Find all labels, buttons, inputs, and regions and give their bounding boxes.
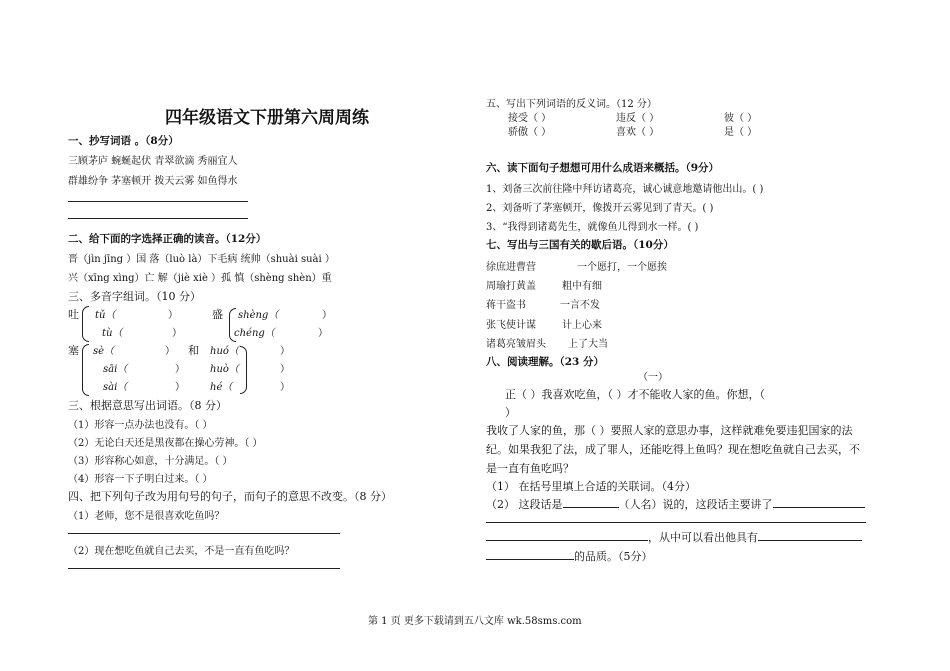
s4-q2: （2）现在想吃鱼就自己去买，不是一直有鱼吃吗？ — [68, 546, 295, 557]
xiehouyu-left: 诸葛亮皱眉头 — [486, 339, 546, 350]
xiehouyu-right: 上了大当 — [568, 339, 608, 350]
antonym-6: 是（ ） — [724, 127, 758, 138]
pinyin-cheng: chéng（ — [234, 328, 275, 339]
pinyin-he2: hé（ — [210, 382, 233, 393]
pinyin-sai4: sài（ — [103, 382, 128, 393]
s3b-item-1: （1）形容一点办法也没有。（ ） — [68, 420, 213, 431]
xiehouyu-right: 粗中有细 — [562, 281, 602, 292]
xiehouyu-right: 计上心来 — [562, 320, 602, 331]
section-8-heading: 八、阅读理解。（23 分） — [486, 356, 605, 368]
answer-line[interactable] — [68, 533, 340, 534]
passage-line-1: 正（ ）我喜欢吃鱼，（ ）才不能收人家的鱼。你想，（ — [505, 388, 765, 401]
section-6-heading: 六、读下面句子想想可用什么成语来概括。（9分） — [486, 162, 720, 174]
answer-blank[interactable] — [758, 540, 862, 541]
answer-blank[interactable] — [773, 507, 865, 508]
s3b-item-2: （2）无论白天还是黑夜都在操心劳神。（ ） — [68, 438, 263, 449]
answer-line[interactable] — [68, 201, 248, 202]
paren-close: ） — [172, 328, 182, 339]
antonym-5: 喜欢（ ） — [616, 127, 660, 138]
paren-close: ） — [280, 346, 290, 357]
section-3-heading: 三、多音字组词。（10 分） — [68, 290, 201, 303]
answer-blank[interactable] — [486, 540, 648, 541]
reading-q2-part-b: （人名）说的，这段话主要讲了 — [618, 498, 773, 511]
paren-close: ） — [165, 346, 175, 357]
xiehouyu-left: 蒋干盗书 — [486, 300, 526, 311]
s2-row-1: 晋（jìn jīng ）国 落（luò là）下毛病 统帅（shuài suài ） — [68, 254, 335, 265]
antonym-1: 接受（ ） — [508, 113, 552, 124]
section-3b-heading: 三、根据意思写出词语。（8 分） — [68, 399, 227, 412]
s1-row-1: 三顾茅庐 蜿蜒起伏 青翠欲滴 秀丽宜人 — [68, 156, 238, 167]
reading-q2-part-a: （2） 这段话是 — [486, 498, 563, 511]
pinyin-tu3: tǔ（ — [95, 310, 116, 321]
paren-close: ） — [318, 328, 328, 339]
brace — [240, 346, 247, 394]
antonym-2: 违反（ ） — [616, 113, 660, 124]
paren-close: ） — [280, 382, 290, 393]
pinyin-huo4: huò（ — [210, 364, 239, 375]
answer-blank[interactable] — [486, 559, 574, 560]
s1-row-2: 群雄纷争 茅塞顿开 拨天云雾 如鱼得水 — [68, 176, 238, 187]
pinyin-sai1: sāi（ — [103, 364, 128, 375]
xiehouyu-left: 张飞使计谋 — [486, 320, 536, 331]
passage-line-3: 纪。如果我犯了法，成了罪人，还能吃得上鱼吗？现在想吃鱼就自己去买，不 — [486, 443, 860, 456]
paren-close: ） — [175, 364, 185, 375]
xiehouyu-left: 周瑜打黄盖 — [486, 281, 536, 292]
s6-item-1: 1、刘备三次前往隆中拜访诸葛亮，诚心诚意地邀请他出山。( ) — [486, 184, 764, 195]
xiehouyu-right: 一言不发 — [560, 300, 600, 311]
page-footer: 第 1 页 更多下载请到五八文库 wk.58sms.com — [368, 616, 582, 627]
answer-line[interactable] — [486, 522, 866, 523]
paren-close: ） — [175, 382, 185, 393]
passage-line-2: 我收了人家的鱼，那（ ）要照人家的意思办事，这样就难免要违犯国家的法 — [486, 424, 853, 437]
s2-row-2: 兴（xīng xìng）亡 解（jiè xiè ）孤 慎（shèng shèn）重 — [68, 273, 332, 284]
xiehouyu-left: 徐庶进曹营 — [486, 262, 536, 273]
char-sheng: 盛 — [212, 308, 223, 321]
paren-close: ） — [168, 310, 178, 321]
section-5-heading: 五、写出下列词语的反义词。（12 分） — [486, 99, 657, 110]
brace — [82, 344, 89, 396]
reading-q3 — [486, 529, 862, 545]
reading-q4 — [486, 548, 653, 564]
pinyin-sheng: shèng（ — [238, 310, 279, 321]
answer-blank-name[interactable] — [563, 507, 619, 508]
reading-q3-text: ，从中可以看出他具有 — [648, 531, 758, 544]
answer-line[interactable] — [68, 568, 340, 569]
antonym-4: 骄傲（ ） — [508, 127, 552, 138]
char-sai: 塞 — [68, 344, 79, 357]
pinyin-huo2: huó（ — [210, 346, 239, 357]
answer-line[interactable] — [68, 218, 248, 219]
section-4-heading: 四、把下列句子改为用句号的句子，而句子的意思不改变。（8 分） — [68, 490, 392, 503]
passage-line-1b: ） — [505, 406, 516, 419]
s6-item-3: 3、“我得到诸葛先生，就像鱼儿得到水一样。( ) — [486, 222, 699, 233]
paren-close: ） — [280, 364, 290, 375]
passage-line-4: 是一直有鱼吃吗？ — [486, 462, 574, 475]
section-2-heading: 二、给下面的字选择正确的读音。（12分） — [68, 233, 267, 245]
char-he: 和 — [188, 344, 199, 357]
s6-item-2: 2、刘备听了茅塞顿开，像拨开云雾见到了青天。( ) — [486, 203, 714, 214]
reading-q1: （1） 在括号里填上合适的关联词。（4分） — [486, 480, 696, 493]
page-title: 四年级语文下册第六周周练 — [165, 108, 369, 128]
antonym-3: 彼（ ） — [724, 113, 758, 124]
pinyin-se: sè（ — [93, 346, 115, 357]
s3b-item-4: （4）形容一下子明白过来。（ ） — [68, 474, 213, 485]
pinyin-tu4: tù（ — [102, 328, 123, 339]
passage-number: （一） — [638, 372, 668, 383]
char-tu: 吐 — [68, 308, 79, 321]
paren-close: ） — [322, 310, 332, 321]
reading-q4-text: 的品质。（5分） — [574, 550, 653, 563]
section-7-heading: 七、写出与三国有关的歇后语。（10分） — [486, 239, 674, 251]
reading-q2 — [486, 496, 865, 512]
s3b-item-3: （3）形容称心如意，十分满足。（ ） — [68, 456, 233, 467]
section-1-heading: 一、抄写词语 。（8分） — [68, 135, 179, 147]
s4-q1: （1）老师，您不是很喜欢吃鱼吗？ — [68, 511, 225, 522]
brace — [82, 306, 89, 342]
xiehouyu-right: 一个愿打，一个愿挨 — [577, 262, 667, 273]
